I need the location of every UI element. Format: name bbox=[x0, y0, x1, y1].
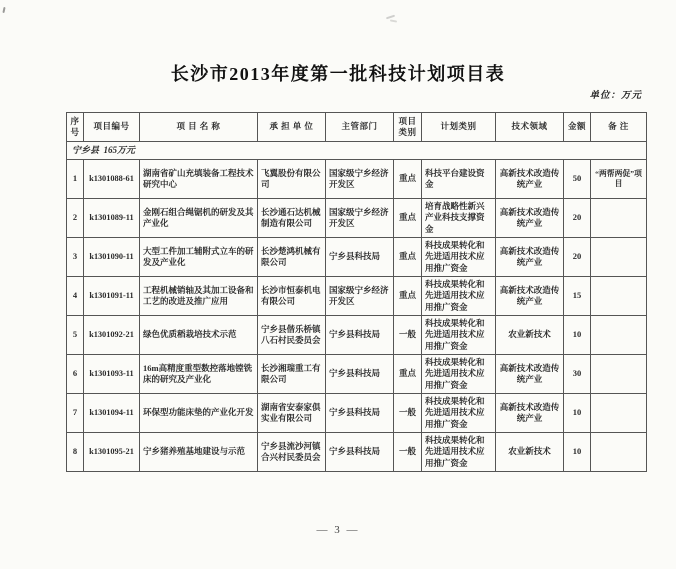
table-cell: 高新技术改造传统产业 bbox=[496, 277, 564, 316]
table-cell: 宁乡县科技局 bbox=[326, 316, 394, 355]
table-cell: “两帮两促”项目 bbox=[591, 160, 647, 199]
table-cell bbox=[591, 316, 647, 355]
table-cell: 1 bbox=[67, 160, 84, 199]
table-cell: 长沙市恒泰机电有限公司 bbox=[258, 277, 326, 316]
table-cell: 重点 bbox=[394, 277, 422, 316]
page-number: — 3 — bbox=[316, 524, 360, 536]
table-cell: 10 bbox=[564, 433, 591, 472]
table-cell: k1301088-61 bbox=[84, 160, 140, 199]
table-cell: 一般 bbox=[394, 316, 422, 355]
table-cell: 科技成果转化和先进适用技术应用推广资金 bbox=[422, 394, 496, 433]
table-cell: 高新技术改造传统产业 bbox=[496, 238, 564, 277]
table-cell: 国家级宁乡经济开发区 bbox=[326, 199, 394, 238]
table-cell bbox=[591, 394, 647, 433]
table-cell: 金刚石组合绳锯机的研发及其产业化 bbox=[140, 199, 258, 238]
table-cell: 科技平台建设资金 bbox=[422, 160, 496, 199]
column-header: 项目编号 bbox=[84, 113, 140, 142]
table-cell: 科技成果转化和先进适用技术应用推广资金 bbox=[422, 316, 496, 355]
group-header-cell: 宁乡县 165万元 bbox=[67, 142, 647, 160]
project-table bbox=[66, 112, 647, 472]
table-cell: k1301090-11 bbox=[84, 238, 140, 277]
scan-artifact bbox=[390, 19, 397, 22]
table-cell: 科技成果转化和先进适用技术应用推广资金 bbox=[422, 277, 496, 316]
table-cell: k1301094-11 bbox=[84, 394, 140, 433]
table-cell: 高新技术改造传统产业 bbox=[496, 355, 564, 394]
table-cell: 20 bbox=[564, 238, 591, 277]
table-cell: 宁乡县偕乐桥镇八石村民委员会 bbox=[258, 316, 326, 355]
table-cell: 20 bbox=[564, 199, 591, 238]
table-cell bbox=[591, 355, 647, 394]
table-cell bbox=[591, 277, 647, 316]
table-cell: 长沙通石达机械制造有限公司 bbox=[258, 199, 326, 238]
table-cell: 农业新技术 bbox=[496, 316, 564, 355]
table-cell bbox=[591, 433, 647, 472]
table-row bbox=[67, 238, 647, 277]
column-header: 备 注 bbox=[591, 113, 647, 142]
table-cell: 30 bbox=[564, 355, 591, 394]
table-cell: 15 bbox=[564, 277, 591, 316]
table-cell: 4 bbox=[67, 277, 84, 316]
table-cell: 一般 bbox=[394, 394, 422, 433]
page-title: 长沙市2013年度第一批科技计划项目表 bbox=[170, 64, 506, 84]
table-row bbox=[67, 316, 647, 355]
table-cell: 科技成果转化和先进适用技术应用推广资金 bbox=[422, 355, 496, 394]
table-cell: 重点 bbox=[394, 355, 422, 394]
table-cell: 10 bbox=[564, 394, 591, 433]
table-cell: 长沙湘瑞重工有限公司 bbox=[258, 355, 326, 394]
table-cell: 培育战略性新兴产业科技支撑资金 bbox=[422, 199, 496, 238]
table-cell: 50 bbox=[564, 160, 591, 199]
table-row bbox=[67, 394, 647, 433]
table-cell: 高新技术改造传统产业 bbox=[496, 160, 564, 199]
table-header-row bbox=[67, 113, 647, 142]
table-cell: 大型工件加工辅附式立车的研发及产业化 bbox=[140, 238, 258, 277]
table-body bbox=[67, 142, 647, 472]
table-row bbox=[67, 160, 647, 199]
table-cell: 3 bbox=[67, 238, 84, 277]
table-cell: k1301095-21 bbox=[84, 433, 140, 472]
column-header: 承 担 单 位 bbox=[258, 113, 326, 142]
table-cell: 高新技术改造传统产业 bbox=[496, 394, 564, 433]
column-header: 金额 bbox=[564, 113, 591, 142]
scan-artifact bbox=[2, 7, 5, 13]
table-cell: 一般 bbox=[394, 433, 422, 472]
table-cell: 湖南省矿山充填装备工程技术研究中心 bbox=[140, 160, 258, 199]
table-cell: 高新技术改造传统产业 bbox=[496, 199, 564, 238]
table-cell: 绿色优质稻栽培技术示范 bbox=[140, 316, 258, 355]
table-cell: 7 bbox=[67, 394, 84, 433]
table-cell: 宁乡县科技局 bbox=[326, 394, 394, 433]
table-cell: 宁乡县流沙河镇合兴村民委员会 bbox=[258, 433, 326, 472]
table-cell: 长沙楚鸿机械有限公司 bbox=[258, 238, 326, 277]
table-cell: 16m高精度重型数控落地镗铣床的研究及产业化 bbox=[140, 355, 258, 394]
table-cell: k1301089-11 bbox=[84, 199, 140, 238]
table-cell: k1301093-11 bbox=[84, 355, 140, 394]
column-header: 项 目 名 称 bbox=[140, 113, 258, 142]
group-header-row bbox=[67, 142, 647, 160]
table-cell: 湖南省安泰家俱实业有限公司 bbox=[258, 394, 326, 433]
table-cell: 宁乡猪养殖基地建设与示范 bbox=[140, 433, 258, 472]
table-cell: 重点 bbox=[394, 160, 422, 199]
column-header: 项目类别 bbox=[394, 113, 422, 142]
table-cell: k1301092-21 bbox=[84, 316, 140, 355]
table-cell: k1301091-11 bbox=[84, 277, 140, 316]
table-cell: 国家级宁乡经济开发区 bbox=[326, 160, 394, 199]
table-cell: 工程机械销轴及其加工设备和工艺的改进及推广应用 bbox=[140, 277, 258, 316]
table-cell: 飞翼股份有限公司 bbox=[258, 160, 326, 199]
table-cell: 国家级宁乡经济开发区 bbox=[326, 277, 394, 316]
column-header: 技术领域 bbox=[496, 113, 564, 142]
table-row bbox=[67, 355, 647, 394]
table-cell: 2 bbox=[67, 199, 84, 238]
table-cell: 宁乡县科技局 bbox=[326, 238, 394, 277]
table-cell: 8 bbox=[67, 433, 84, 472]
table-cell: 重点 bbox=[394, 238, 422, 277]
column-header: 计划类别 bbox=[422, 113, 496, 142]
table-row bbox=[67, 199, 647, 238]
table-cell: 6 bbox=[67, 355, 84, 394]
column-header: 主管部门 bbox=[326, 113, 394, 142]
table-row bbox=[67, 277, 647, 316]
table-cell bbox=[591, 199, 647, 238]
table-cell: 10 bbox=[564, 316, 591, 355]
unit-label: 单位：万元 bbox=[589, 91, 642, 101]
table-cell: 科技成果转化和先进适用技术应用推广资金 bbox=[422, 433, 496, 472]
table-cell: 环保型功能床垫的产业化开发 bbox=[140, 394, 258, 433]
column-header: 序号 bbox=[67, 113, 84, 142]
table-cell: 农业新技术 bbox=[496, 433, 564, 472]
table-cell: 宁乡县科技局 bbox=[326, 355, 394, 394]
table-cell bbox=[591, 238, 647, 277]
table-cell: 宁乡县科技局 bbox=[326, 433, 394, 472]
table-cell: 科技成果转化和先进适用技术应用推广资金 bbox=[422, 238, 496, 277]
table-cell: 5 bbox=[67, 316, 84, 355]
table-cell: 重点 bbox=[394, 199, 422, 238]
table-row bbox=[67, 433, 647, 472]
